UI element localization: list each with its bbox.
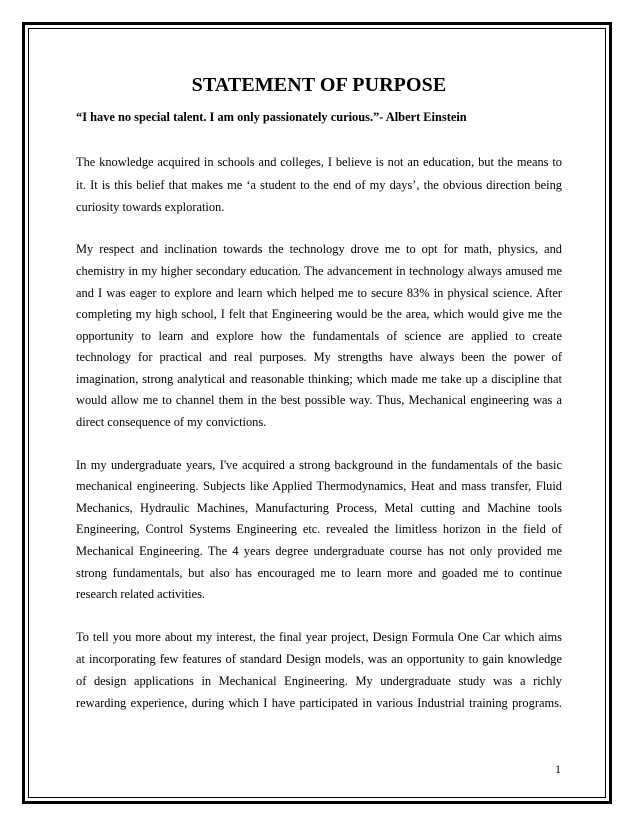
paragraph-2-line-3: and I was eager to explore and learn which helped me to secure 83% in physical science. After: [76, 286, 562, 300]
paragraph-2-line-7: imagination, strong analytical and reasonable thinking; which made me take up a discipline that: [76, 372, 562, 386]
paragraph-2-line-4: completing my high school, I felt that Engineering would be the area, which would give me the: [76, 307, 562, 321]
paragraph-4-line-4: rewarding experience, during which I have participated in various Industrial training programs.: [76, 696, 562, 710]
paragraph-3-line-4: Engineering, Control Systems Engineering etc. revealed the limitless horizon in the field of: [76, 522, 562, 536]
paragraph-3-line-7: research related activities.: [76, 587, 205, 601]
paragraph-2-line-6: technology for practical and real purposes. My strengths have always been the power of: [76, 350, 562, 364]
paragraph-2-line-9: direct consequence of my convictions.: [76, 415, 267, 429]
document-title: STATEMENT OF PURPOSE: [191, 74, 447, 96]
paragraph-4-line-3: of design applications in Mechanical Engineering. My undergraduate study was a richly: [76, 674, 562, 688]
paragraph-4-line-2: at incorporating few features of standard Design models, was an opportunity to gain knowledge: [76, 652, 562, 666]
paragraph-2-line-1: My respect and inclination towards the technology drove me to opt for math, physics, and: [76, 242, 562, 256]
paragraph-2-line-8: would allow me to channel them in the best possible way. Thus, Mechanical engineering was a: [76, 393, 562, 407]
paragraph-3-line-3: Mechanics, Hydraulic Machines, Manufacturing Process, Metal cutting and Machine tools: [76, 501, 562, 515]
paragraph-3-line-5: Mechanical Engineering. The 4 years degree undergraduate course has not only provided me: [76, 544, 562, 558]
paragraph-1-line-1: The knowledge acquired in schools and colleges, I believe is not an education, but the means to: [76, 155, 562, 169]
page-number: 1: [555, 762, 561, 776]
epigraph-quote: “I have no special talent. I am only passionately curious.”- Albert Einstein: [76, 110, 467, 124]
paragraph-2-line-5: opportunity to learn and explore how the fundamentals of science are applied to create: [76, 329, 562, 343]
paragraph-4-line-1: To tell you more about my interest, the final year project, Design Formula One Car which aims: [76, 630, 562, 644]
paragraph-2-line-2: chemistry in my higher secondary education. The advancement in technology always amused me: [76, 264, 562, 278]
paragraph-3-line-2: mechanical engineering. Subjects like Applied Thermodynamics, Heat and mass transfer, Fluid: [76, 479, 562, 493]
paragraph-3-line-1: In my undergraduate years, I've acquired a strong background in the fundamentals of the basic: [76, 458, 562, 472]
paragraph-3-line-6: strong fundamentals, but also has encouraged me to learn more and goaded me to continue: [76, 566, 562, 580]
paragraph-1-line-2: it. It is this belief that makes me ‘a student to the end of my days’, the obvious direction being: [76, 178, 562, 192]
paragraph-1-line-3: curiosity towards exploration.: [76, 200, 225, 214]
